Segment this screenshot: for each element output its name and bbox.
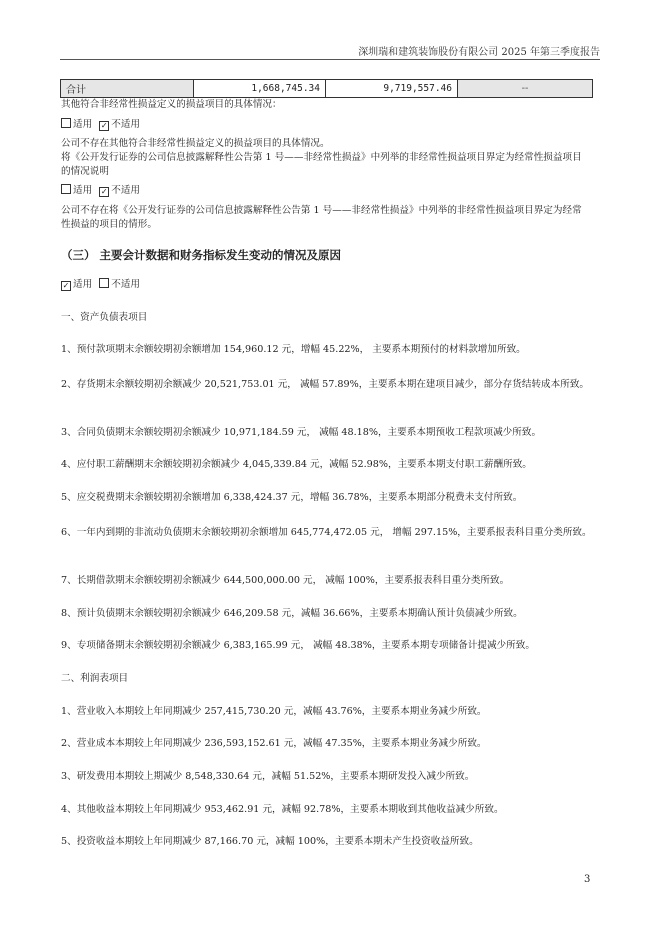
total-current: 1,668,745.34 [194,80,326,98]
list-item: 6、一年内到期的非流动负债期末余额较期初余额增加 645,774,472.05 元， 增幅 297.15%，主要系报表科目重分类所致。 [61,527,592,538]
list-item: 5、应交税费期末余额较期初余额增加 6,338,424.37 元，增幅 36.78%，主要系本期部分税费未支付所致。 [61,492,523,503]
list-item: 3、研发费用本期较上期减少 8,548,330.64 元，减幅 51.52%，主要系本期研发投入减少所致。 [61,771,475,782]
total-label: 合计 [61,80,194,98]
applicable-label: 适用 [73,185,93,196]
total-ytd: 9,719,557.46 [326,80,458,98]
list-item: 9、专项储备期末余额较期初余额减少 6,383,165.99 元， 减幅 48.38%，主要系本期专项储备计提减少所致。 [61,640,535,651]
not-applicable-label: 不适用 [111,119,141,130]
checkbox-unchecked-icon [61,184,71,194]
defined-items-intro: 将《公开发行证券的公司信息披露解释性公告第 1 号——非经常性损益》中列举的非经常性损益项目界定为经常性损益项目的情况说明 [61,152,582,177]
checkbox-checked-icon: ✓ [100,187,108,196]
report-header: 深圳瑞和建筑装饰股份有限公司 2025 年第三季度报告 [358,47,600,58]
section-title: （三） 主要会计数据和财务指标发生变动的情况及原因 [61,248,342,262]
header-divider [60,59,600,60]
list-item: 1、预付款项期末余额较期初余额增加 154,960.12 元，增幅 45.22%， 主要系本期预付的材料款增加所致。 [61,344,526,355]
applicable-label: 适用 [73,119,93,130]
total-row-table [60,79,593,98]
applicable-label: 适用 [73,279,93,290]
list-item: 4、其他收益本期较上年同期减少 953,462.91 元，减幅 92.78%，主要系本期收到其他收益减少所致。 [61,804,504,815]
defined-items-none: 公司不存在将《公开发行证券的公司信息披露解释性公告第 1 号——非经常性损益》中列举的非经常性损益项目界定为经常性损益的项目的情形。 [61,205,582,230]
not-applicable-label: 不适用 [111,279,141,290]
page-number: 3 [584,874,591,885]
list-item: 5、投资收益本期较上年同期减少 87,166.70 元，减幅 100%，主要系本期未产生投资收益所致。 [61,836,479,847]
checkbox-checked-icon: ✓ [62,281,70,290]
list-item: 7、长期借款期末余额较期初余额减少 644,500,000.00 元， 减幅 100%，主要系报表科目重分类所致。 [61,575,510,586]
checkbox-checked-icon: ✓ [100,121,108,130]
applicable-checkboxes-a [61,118,601,132]
other-items-intro: 其他符合非经常性损益定义的损益项目的具体情况： [61,99,282,110]
section-applicable-checkboxes [61,278,601,292]
list-item: 4、应付职工薪酬期末余额较期初余额减少 4,045,339.84 元，减幅 52.98%，主要系本期支付职工薪酬所致。 [61,459,532,470]
applicable-checkboxes-b [61,184,601,198]
other-items-none: 公司不存在其他符合非经常性损益定义的损益项目的具体情况。 [61,138,330,149]
list-item: 2、存货期末余额较期初余额减少 20,521,753.01 元， 减幅 57.89%，主要系本期在建项目减少，部分存货结转成本所致。 [61,379,590,390]
income-statement-heading: 二、利润表项目 [61,673,129,684]
list-item: 3、合同负债期末余额较期初余额减少 10,971,184.59 元， 减幅 48.18%，主要系本期预收工程款项减少所致。 [61,427,542,438]
list-item: 2、营业成本本期较上年同期减少 236,593,152.61 元，减幅 47.35%，主要系本期业务减少所致。 [61,738,487,749]
list-item: 1、营业收入本期较上年同期减少 257,415,730.20 元，减幅 43.76%，主要系本期业务减少所致。 [61,706,487,717]
checkbox-unchecked-icon [99,278,109,288]
not-applicable-label: 不适用 [111,185,141,196]
list-item: 8、预计负债期末余额较期初余额减少 646,209.58 元，减幅 36.66%，主要系本期确认预计负债减少所致。 [61,608,523,619]
balance-sheet-heading: 一、资产负债表项目 [61,312,148,323]
total-note: -- [458,80,593,98]
table-row [61,80,593,98]
checkbox-unchecked-icon [61,118,71,128]
